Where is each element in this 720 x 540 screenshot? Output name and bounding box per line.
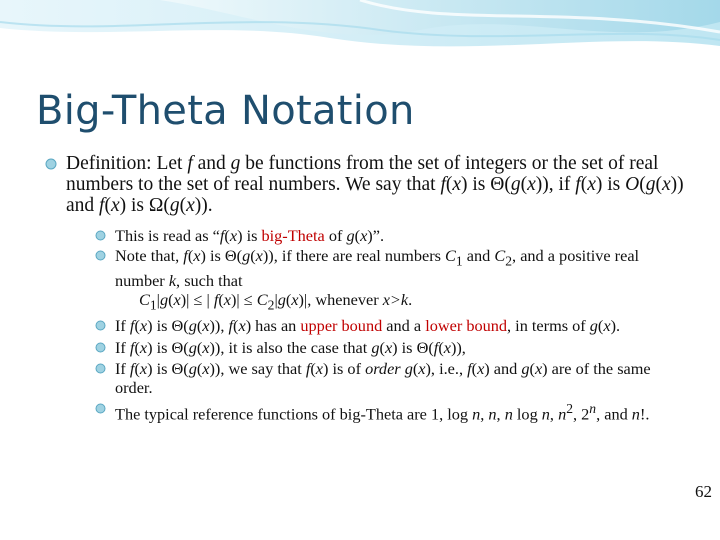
text-run: ) is xyxy=(237,226,262,245)
header-wave-decoration xyxy=(0,0,720,90)
text-run: x xyxy=(360,226,368,245)
text-run: g xyxy=(230,153,241,174)
text-run: x xyxy=(315,358,323,378)
text-run: 1 xyxy=(455,253,463,269)
text-run: of xyxy=(324,226,347,245)
bullet-dot-icon xyxy=(95,230,106,241)
text-run: f xyxy=(213,289,219,309)
text-run: f xyxy=(228,316,234,336)
text-run: )), if xyxy=(535,174,576,195)
text-run: ( xyxy=(250,246,256,266)
text-run: n xyxy=(631,404,640,424)
text-run: )|, whenever xyxy=(298,289,383,309)
text-run: )| ≤ | xyxy=(180,289,214,309)
text-run: g xyxy=(242,246,251,266)
text-run: g xyxy=(188,358,197,378)
text-run: x xyxy=(384,337,393,357)
text-run: x xyxy=(173,289,181,309)
text-run: , in terms of xyxy=(507,316,590,336)
text-run: g xyxy=(371,337,380,357)
text-run: ) is Θ( xyxy=(147,316,189,336)
text-run: n xyxy=(504,404,513,424)
text-run: ) is Ω( xyxy=(119,195,170,216)
bullet-dot-icon xyxy=(95,342,106,353)
text-run: f xyxy=(129,358,135,378)
text-run: f xyxy=(129,337,135,357)
text-run: and xyxy=(192,153,231,174)
bullet-dot-icon xyxy=(95,363,106,374)
text-run: ( xyxy=(168,289,174,309)
text-run: The typical reference functions of big-Theta are 1, log xyxy=(115,404,473,424)
text-run: ) is of xyxy=(323,358,366,378)
text-run: x xyxy=(603,316,611,336)
text-run: n xyxy=(472,404,481,424)
slide-content xyxy=(44,153,684,424)
text-run: 2 xyxy=(566,401,573,417)
text-run: and xyxy=(462,246,495,266)
text-run: ( xyxy=(520,174,528,195)
text-run: ( xyxy=(196,358,203,378)
text-run: ) is xyxy=(595,174,626,195)
text-run: If xyxy=(115,337,130,357)
text-run: ) is Θ( xyxy=(200,246,243,266)
text-run: If xyxy=(115,358,130,378)
text-run: )), xyxy=(450,337,466,357)
text-run: 2 xyxy=(267,297,275,313)
text-run: ( xyxy=(639,174,646,195)
text-run: x>k xyxy=(382,289,409,309)
text-run: f xyxy=(219,226,225,245)
text-run: x xyxy=(291,289,299,309)
text-run: x xyxy=(193,246,201,266)
text-run: )), it is also the case that xyxy=(209,337,372,357)
text-run: ) are of the same order. xyxy=(115,358,651,397)
text-run: , xyxy=(549,404,559,424)
text-run: ) and xyxy=(484,358,522,378)
text-run: This is read as “ xyxy=(115,226,220,245)
text-run: ) is Θ( xyxy=(392,337,434,357)
text-run: order g xyxy=(365,358,413,378)
text-run: g xyxy=(188,337,197,357)
sub-bullet-bounds xyxy=(93,316,684,335)
page-number: 62 xyxy=(695,482,712,501)
text-run: ) is Θ( xyxy=(147,358,189,378)
text-run: 1 xyxy=(149,297,157,313)
bullet-dot-icon xyxy=(95,403,106,414)
text-run: , xyxy=(480,404,489,424)
text-run: ( xyxy=(134,337,140,357)
text-run: f xyxy=(183,246,188,266)
text-run: | xyxy=(156,289,160,309)
text-run: x xyxy=(139,358,148,378)
sub-bullet-read-as xyxy=(93,226,684,245)
text-run: x xyxy=(527,174,536,195)
text-run: x xyxy=(186,195,195,216)
text-run: and a xyxy=(382,316,426,336)
text-run: x xyxy=(110,195,120,216)
text-run: f xyxy=(433,337,439,357)
text-run: C xyxy=(445,246,456,266)
bullet-dot-icon xyxy=(95,320,106,331)
text-run: x xyxy=(238,316,246,336)
text-run: ( xyxy=(134,358,140,378)
text-run: ( xyxy=(655,174,662,195)
text-run: x xyxy=(587,174,596,195)
text-run: )). xyxy=(194,195,213,216)
highlight-lower-bound: lower bound xyxy=(425,316,508,336)
text-run: g xyxy=(589,316,598,336)
sub-bullet-same-order xyxy=(93,359,684,397)
text-run: g xyxy=(159,289,169,309)
text-run: C xyxy=(139,289,150,309)
text-run: x xyxy=(443,337,451,357)
text-run: ) is Θ( xyxy=(461,174,511,195)
text-run: g xyxy=(521,358,530,378)
text-run: ( xyxy=(445,174,453,195)
text-run: ( xyxy=(224,226,230,245)
text-run: !. xyxy=(639,404,650,424)
text-run: ( xyxy=(471,358,478,378)
text-run: )| ≤ xyxy=(231,289,257,309)
text-run: If xyxy=(115,316,130,336)
text-run: ( xyxy=(597,316,604,336)
text-run: Note that, xyxy=(115,246,184,266)
text-run: x xyxy=(139,316,148,336)
text-run: g xyxy=(277,289,286,309)
text-run: n xyxy=(558,404,567,424)
text-run: x xyxy=(661,174,671,195)
text-run: be functions from the set of integers or the set of real numbers to the set of real numbers. We say that xyxy=(66,153,659,195)
text-run: )) and xyxy=(66,174,684,216)
text-run: | xyxy=(274,289,278,309)
text-run: ( xyxy=(187,246,194,266)
text-run: x xyxy=(202,358,210,378)
text-run: x xyxy=(229,226,238,245)
text-run: f xyxy=(575,174,581,195)
text-run: ) has an xyxy=(245,316,301,336)
text-run: , and xyxy=(596,404,632,424)
text-run: f xyxy=(129,316,135,336)
text-run: ) is Θ( xyxy=(147,337,189,357)
inequality-line xyxy=(115,290,684,314)
sub-bullet-symmetric xyxy=(93,338,684,357)
text-run: ( xyxy=(233,316,239,336)
text-run: . xyxy=(408,289,413,309)
text-run: ( xyxy=(179,195,187,216)
text-run: n xyxy=(541,404,550,424)
text-run: x xyxy=(418,358,426,378)
text-run: f xyxy=(440,174,446,195)
text-run: log xyxy=(512,404,542,424)
text-run: g xyxy=(188,316,197,336)
text-run: ( xyxy=(134,316,140,336)
definition-bullet xyxy=(44,153,684,216)
text-run: f xyxy=(187,153,193,174)
text-run: x xyxy=(255,246,263,266)
slide-title: Big-Theta Notation xyxy=(36,88,415,134)
text-run: ), i.e., xyxy=(425,358,468,378)
text-run: C xyxy=(256,289,268,309)
text-run: g xyxy=(169,195,180,216)
text-run: 2 xyxy=(505,253,513,269)
text-run: ( xyxy=(354,226,361,245)
text-run: ( xyxy=(218,289,224,309)
text-run: g xyxy=(510,174,521,195)
text-run: g xyxy=(645,174,656,195)
text-run: )”. xyxy=(367,226,385,245)
text-run: x xyxy=(139,337,148,357)
text-run: x xyxy=(477,358,485,378)
text-run: g xyxy=(346,226,355,245)
text-run: ( xyxy=(379,337,385,357)
text-run: ( xyxy=(285,289,292,309)
text-run: x xyxy=(452,174,462,195)
text-run: ( xyxy=(412,358,419,378)
text-run: )), we say that xyxy=(209,358,306,378)
text-run: ( xyxy=(310,358,316,378)
text-run: f xyxy=(99,195,105,216)
text-run: , 2 xyxy=(573,404,590,424)
text-run: x xyxy=(534,358,543,378)
text-run: ( xyxy=(438,337,444,357)
text-run: n xyxy=(488,404,497,424)
text-run: x xyxy=(202,316,210,336)
definition-label: Definition xyxy=(66,153,147,174)
text-run: )), xyxy=(209,316,229,336)
text-run: , xyxy=(496,404,505,424)
text-run: x xyxy=(223,289,232,309)
sub-bullet-reference-functions xyxy=(93,399,684,424)
text-run: ( xyxy=(104,195,111,216)
text-run: ( xyxy=(196,316,203,336)
text-run: , and a positive real number xyxy=(115,246,640,290)
text-run: ( xyxy=(196,337,203,357)
text-run: ). xyxy=(610,316,621,336)
bullet-dot-icon xyxy=(95,250,106,261)
bullet-dot-icon xyxy=(45,158,57,170)
text-run: ( xyxy=(529,358,535,378)
highlight-upper-bound: upper bound xyxy=(300,316,383,336)
text-run: k xyxy=(168,270,177,290)
text-run: n xyxy=(589,401,597,417)
text-run: x xyxy=(202,337,210,357)
text-run: f xyxy=(467,358,472,378)
text-run: C xyxy=(494,246,506,266)
highlight-big-theta: big-Theta xyxy=(261,226,325,245)
text-run: ( xyxy=(580,174,588,195)
sub-bullet-note-that xyxy=(93,246,684,314)
text-run: O xyxy=(625,174,640,195)
text-run: : Let xyxy=(146,153,188,174)
text-run: )), if there are real numbers xyxy=(262,246,446,266)
text-run: f xyxy=(305,358,311,378)
text-run: , such that xyxy=(176,270,243,290)
